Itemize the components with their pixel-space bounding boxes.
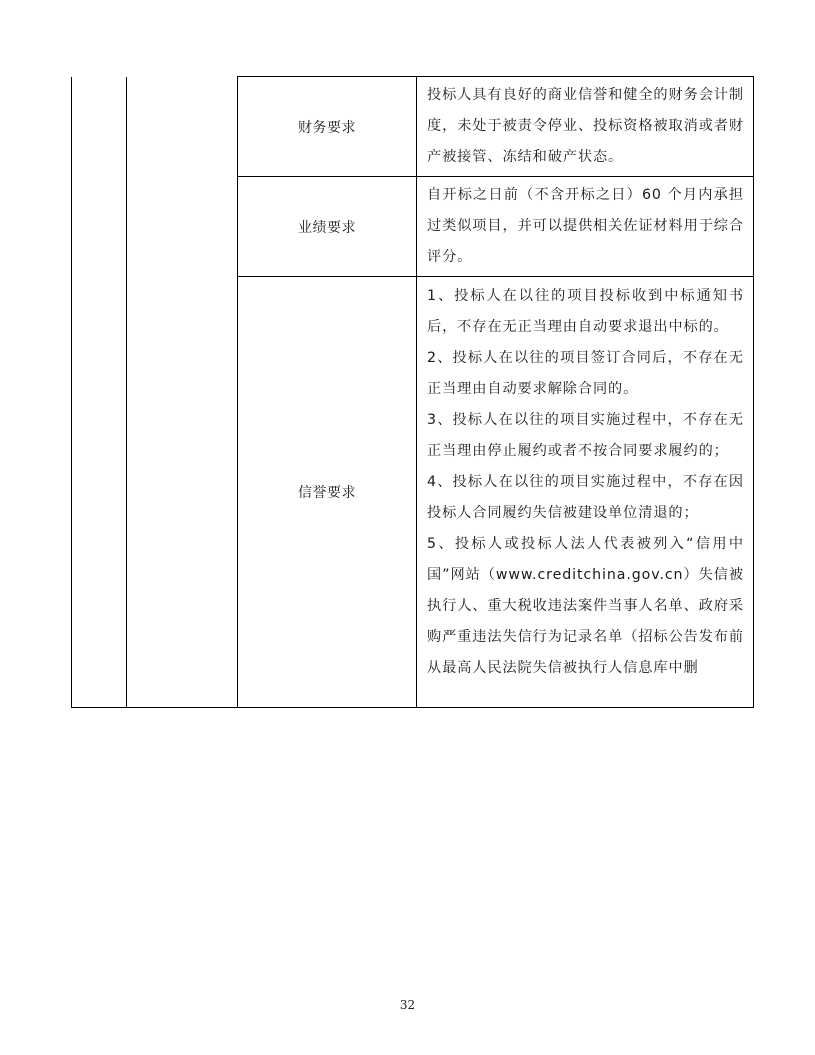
table-cell-blank-b (127, 77, 238, 708)
credit-item-2: 2、投标人在以往的项目签订合同后，不存在无正当理由自动要求解除合同的。 (427, 350, 744, 397)
credit-item-3: 3、投标人在以往的项目实施过程中，不存在无正当理由停止履约或者不按合同要求履约的； (427, 412, 744, 459)
credit-item-1: 1、投标人在以往的项目投标收到中标通知书后，不存在无正当理由自动要求退出中标的。 (427, 288, 744, 335)
row-label-finance: 财务要求 (238, 77, 417, 177)
row-label-credit: 信誉要求 (238, 277, 417, 708)
page-number: 32 (399, 998, 416, 1012)
row-content-finance (417, 77, 754, 177)
row-content-credit (417, 277, 754, 708)
credit-item-5: 5、投标人或投标人法人代表被列入“信用中国”网站（www.creditchina.gov.cn）失信被执行人、重大税收违法案件当事人名单、政府采购严重违法失信行为记录名单（招标公告发布前从最高人民法院失信被执行人信息库中删 (427, 536, 744, 676)
performance-requirement-text: 自开标之日前（不含开标之日）60 个月内承担过类似项目，并可以提供相关佐证材料用于综合评分。 (427, 187, 744, 265)
finance-requirement-text: 投标人具有良好的商业信誉和健全的财务会计制度，未处于被责令停业、投标资格被取消或者财产被接管、冻结和破产状态。 (427, 87, 744, 165)
row-label-performance: 业绩要求 (238, 177, 417, 277)
table-row-finance (72, 77, 754, 177)
credit-item-4: 4、投标人在以往的项目实施过程中，不存在因投标人合同履约失信被建设单位清退的； (427, 474, 744, 521)
row-content-performance (417, 177, 754, 277)
table-cell-blank-a (72, 77, 127, 708)
qualification-requirements-table (71, 76, 754, 708)
